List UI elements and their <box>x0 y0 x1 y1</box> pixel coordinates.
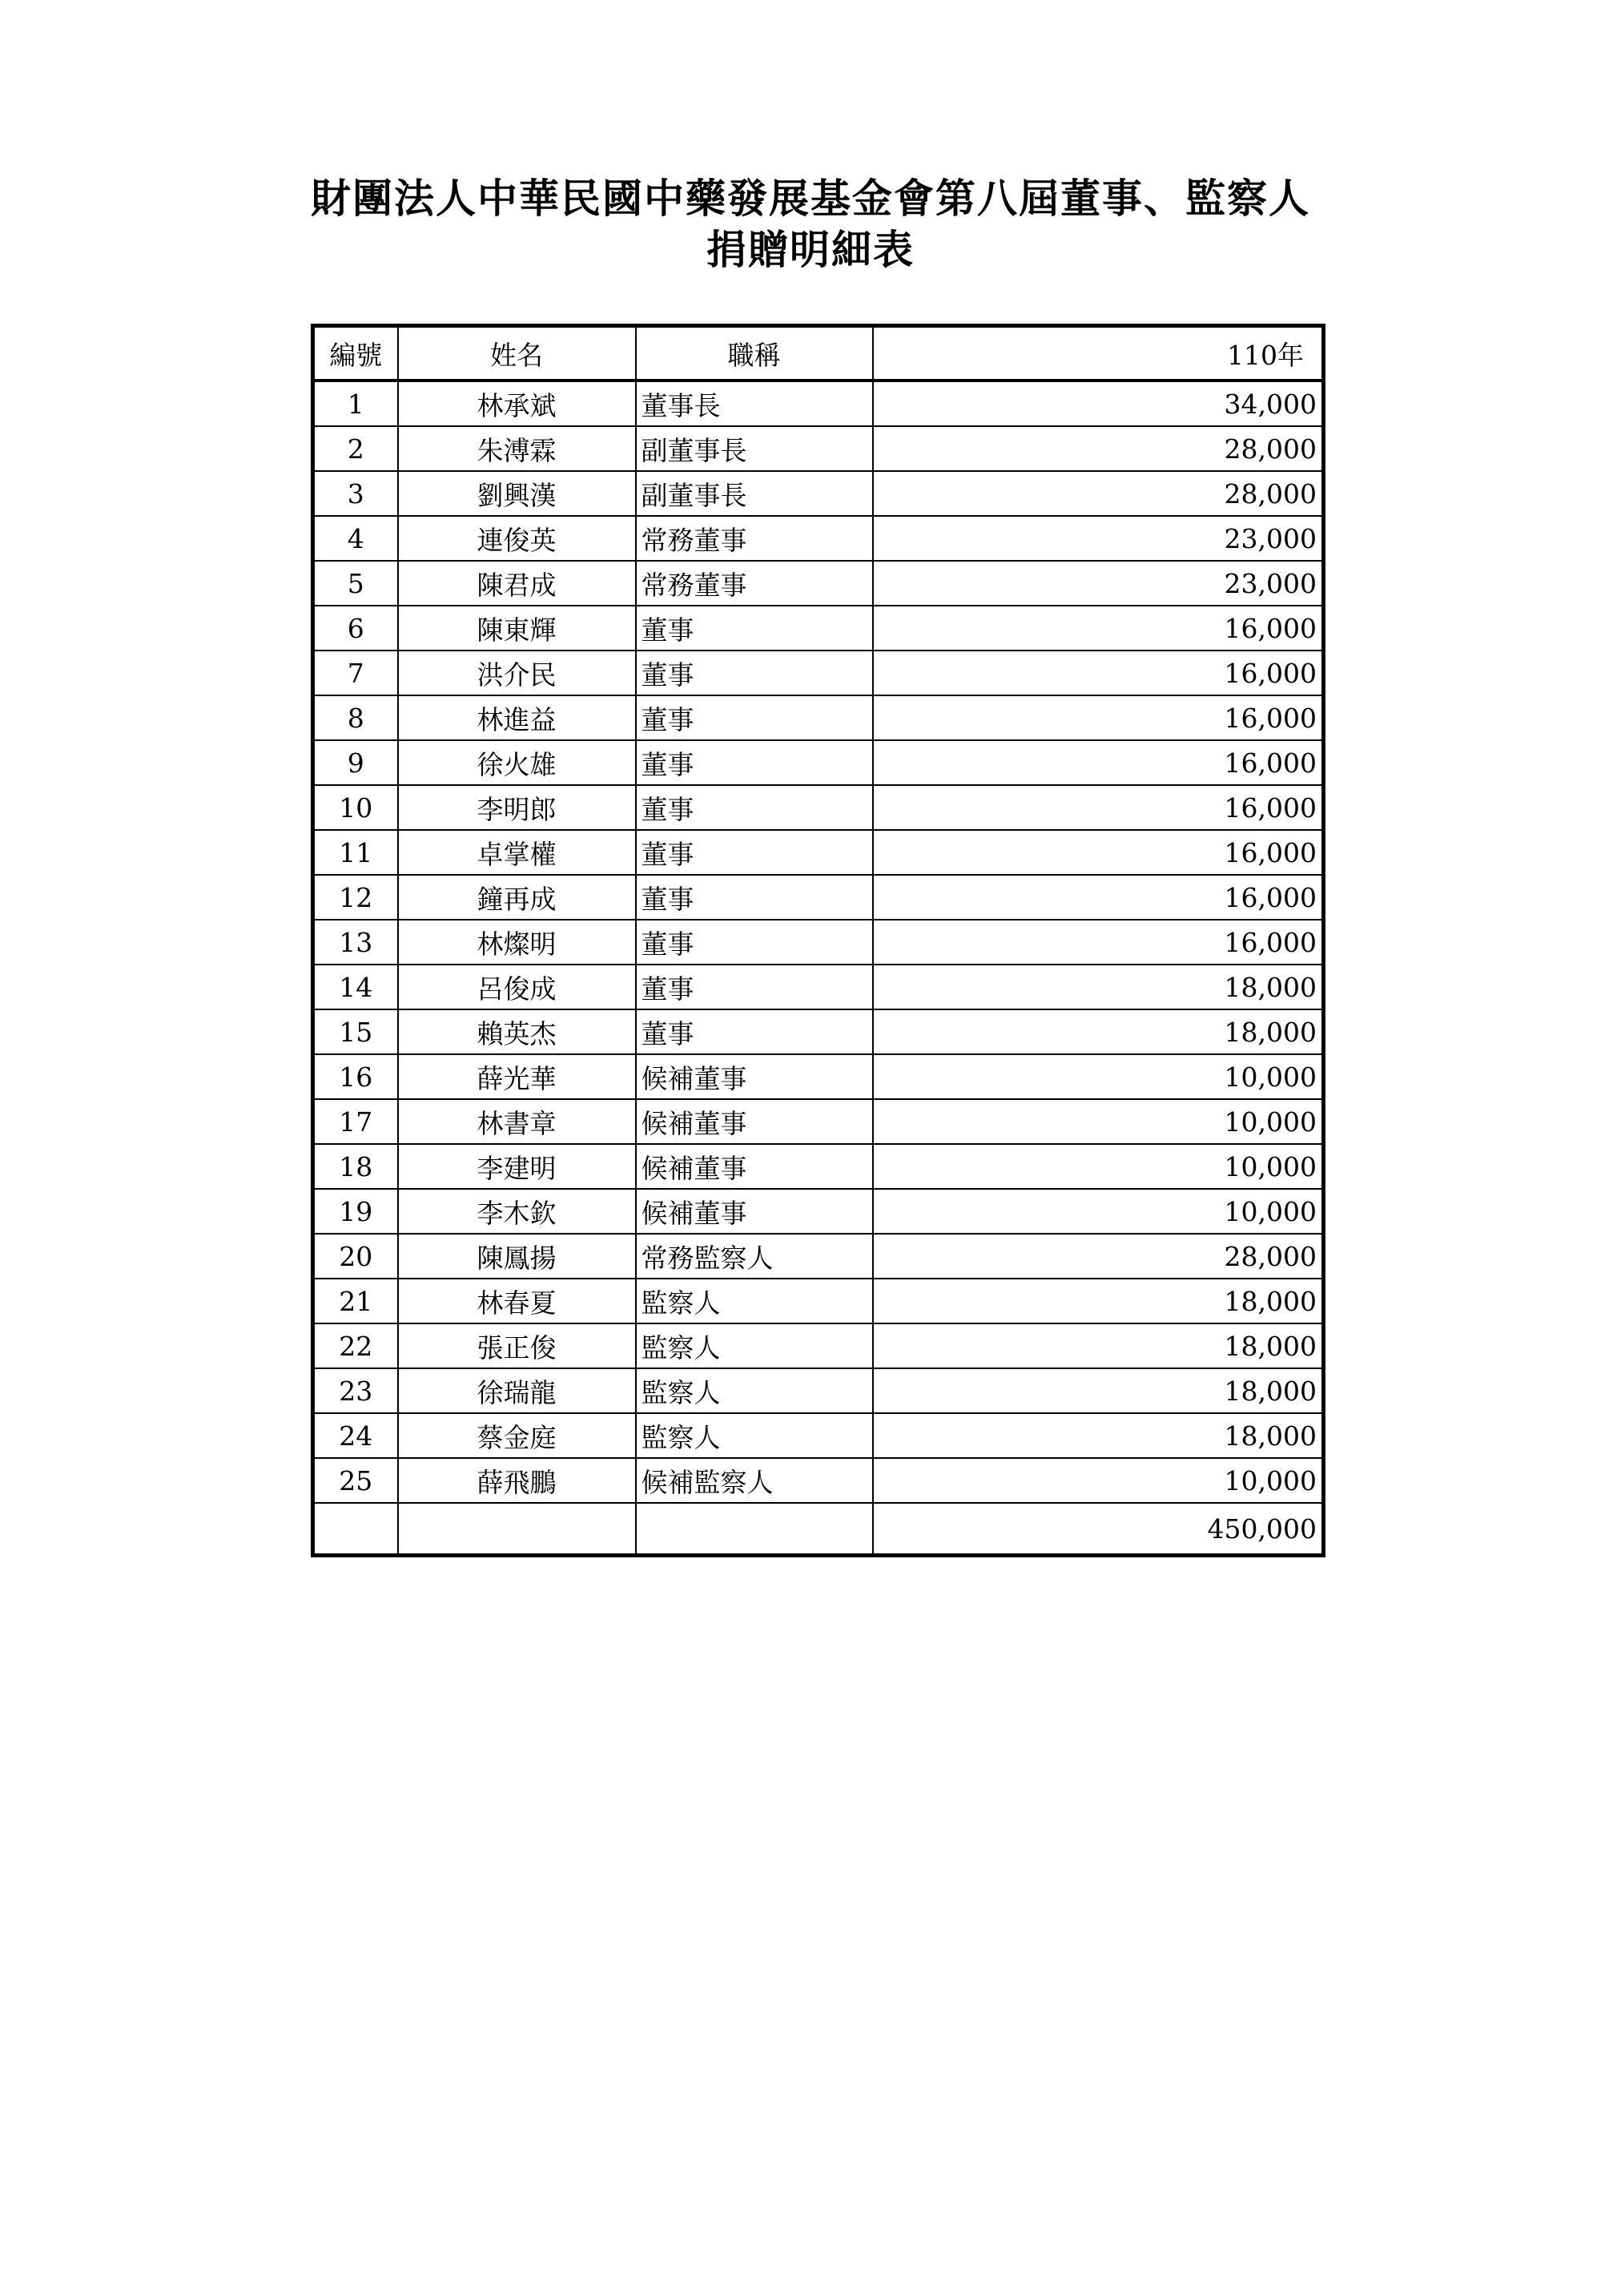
cell-amount: 10,000 <box>873 1054 1324 1099</box>
table-row <box>313 785 1324 830</box>
cell-number: 5 <box>313 561 398 606</box>
cell-role: 董事 <box>636 875 873 920</box>
cell-name: 徐火雄 <box>398 740 636 785</box>
cell-amount: 18,000 <box>873 1368 1324 1413</box>
cell-empty <box>313 1503 398 1556</box>
cell-amount: 10,000 <box>873 1144 1324 1189</box>
cell-number: 3 <box>313 471 398 516</box>
table-row <box>313 426 1324 471</box>
cell-number: 23 <box>313 1368 398 1413</box>
cell-number: 21 <box>313 1279 398 1323</box>
table-row <box>313 516 1324 561</box>
cell-amount: 28,000 <box>873 426 1324 471</box>
cell-role: 副董事長 <box>636 426 873 471</box>
table-row <box>313 1189 1324 1234</box>
cell-number: 8 <box>313 695 398 740</box>
header-amount: 110年 <box>873 326 1324 381</box>
cell-amount: 28,000 <box>873 1234 1324 1279</box>
table-row <box>313 1099 1324 1144</box>
cell-amount: 16,000 <box>873 740 1324 785</box>
cell-role: 常務董事 <box>636 561 873 606</box>
header-name: 姓名 <box>398 326 636 381</box>
cell-amount: 23,000 <box>873 561 1324 606</box>
cell-number: 25 <box>313 1458 398 1503</box>
cell-amount: 16,000 <box>873 606 1324 651</box>
header-role: 職稱 <box>636 326 873 381</box>
cell-amount: 34,000 <box>873 381 1324 426</box>
cell-number: 20 <box>313 1234 398 1279</box>
cell-amount: 18,000 <box>873 1009 1324 1054</box>
cell-role: 董事 <box>636 695 873 740</box>
cell-amount: 16,000 <box>873 875 1324 920</box>
cell-name: 洪介民 <box>398 651 636 695</box>
cell-number: 24 <box>313 1413 398 1458</box>
cell-role: 監察人 <box>636 1368 873 1413</box>
cell-role: 候補董事 <box>636 1099 873 1144</box>
cell-name: 林書章 <box>398 1099 636 1144</box>
cell-amount: 18,000 <box>873 1323 1324 1368</box>
cell-amount: 10,000 <box>873 1099 1324 1144</box>
cell-number: 16 <box>313 1054 398 1099</box>
cell-role: 候補董事 <box>636 1189 873 1234</box>
cell-number: 12 <box>313 875 398 920</box>
cell-name: 李木欽 <box>398 1189 636 1234</box>
cell-empty <box>636 1503 873 1556</box>
cell-name: 蔡金庭 <box>398 1413 636 1458</box>
table-row <box>313 1323 1324 1368</box>
page-subtitle: 捐贈明細表 <box>706 227 915 273</box>
cell-amount: 16,000 <box>873 695 1324 740</box>
cell-role: 董事長 <box>636 381 873 426</box>
cell-role: 候補監察人 <box>636 1458 873 1503</box>
cell-number: 18 <box>313 1144 398 1189</box>
cell-role: 副董事長 <box>636 471 873 516</box>
cell-number: 17 <box>313 1099 398 1144</box>
cell-name: 林燦明 <box>398 920 636 965</box>
cell-number: 13 <box>313 920 398 965</box>
header-number: 編號 <box>313 326 398 381</box>
cell-name: 陳鳳揚 <box>398 1234 636 1279</box>
donation-table <box>311 324 1325 1557</box>
cell-role: 監察人 <box>636 1279 873 1323</box>
cell-role: 董事 <box>636 965 873 1009</box>
cell-amount: 18,000 <box>873 965 1324 1009</box>
cell-name: 林春夏 <box>398 1279 636 1323</box>
table-row <box>313 1009 1324 1054</box>
cell-role: 董事 <box>636 740 873 785</box>
cell-amount: 28,000 <box>873 471 1324 516</box>
cell-name: 李明郎 <box>398 785 636 830</box>
cell-name: 劉興漢 <box>398 471 636 516</box>
table-row <box>313 1458 1324 1503</box>
cell-role: 董事 <box>636 651 873 695</box>
cell-amount: 10,000 <box>873 1189 1324 1234</box>
cell-amount: 18,000 <box>873 1279 1324 1323</box>
cell-name: 陳君成 <box>398 561 636 606</box>
cell-name: 陳東輝 <box>398 606 636 651</box>
cell-name: 鐘再成 <box>398 875 636 920</box>
cell-name: 朱溥霖 <box>398 426 636 471</box>
table-row <box>313 965 1324 1009</box>
cell-role: 常務監察人 <box>636 1234 873 1279</box>
cell-number: 6 <box>313 606 398 651</box>
cell-role: 候補董事 <box>636 1144 873 1189</box>
cell-role: 董事 <box>636 1009 873 1054</box>
cell-name: 薛飛鵬 <box>398 1458 636 1503</box>
table-row <box>313 1234 1324 1279</box>
cell-number: 10 <box>313 785 398 830</box>
cell-amount: 23,000 <box>873 516 1324 561</box>
cell-number: 15 <box>313 1009 398 1054</box>
cell-role: 董事 <box>636 785 873 830</box>
table-row <box>313 830 1324 875</box>
table-row <box>313 875 1324 920</box>
table-body <box>313 381 1324 1556</box>
cell-number: 2 <box>313 426 398 471</box>
cell-role: 常務董事 <box>636 516 873 561</box>
cell-number: 7 <box>313 651 398 695</box>
table-row <box>313 740 1324 785</box>
table-row <box>313 651 1324 695</box>
table-row <box>313 381 1324 426</box>
table-row <box>313 1413 1324 1458</box>
table-row <box>313 1279 1324 1323</box>
cell-name: 薛光華 <box>398 1054 636 1099</box>
cell-name: 賴英杰 <box>398 1009 636 1054</box>
cell-total-amount: 450,000 <box>873 1503 1324 1556</box>
cell-amount: 16,000 <box>873 651 1324 695</box>
cell-number: 19 <box>313 1189 398 1234</box>
cell-name: 林承斌 <box>398 381 636 426</box>
cell-number: 14 <box>313 965 398 1009</box>
cell-role: 候補董事 <box>636 1054 873 1099</box>
cell-amount: 10,000 <box>873 1458 1324 1503</box>
cell-empty <box>398 1503 636 1556</box>
cell-number: 11 <box>313 830 398 875</box>
cell-name: 張正俊 <box>398 1323 636 1368</box>
page-title: 財團法人中華民國中藥發展基金會第八屆董事、監察人 <box>311 175 1310 222</box>
table-header-row <box>313 326 1324 381</box>
table-row <box>313 695 1324 740</box>
table-row <box>313 1368 1324 1413</box>
cell-amount: 16,000 <box>873 920 1324 965</box>
cell-name: 徐瑞龍 <box>398 1368 636 1413</box>
cell-role: 監察人 <box>636 1323 873 1368</box>
cell-number: 4 <box>313 516 398 561</box>
cell-amount: 16,000 <box>873 785 1324 830</box>
cell-name: 呂俊成 <box>398 965 636 1009</box>
table-row <box>313 561 1324 606</box>
cell-amount: 18,000 <box>873 1413 1324 1458</box>
cell-role: 董事 <box>636 920 873 965</box>
table-row <box>313 1054 1324 1099</box>
cell-role: 董事 <box>636 606 873 651</box>
cell-number: 22 <box>313 1323 398 1368</box>
table-row <box>313 471 1324 516</box>
cell-role: 董事 <box>636 830 873 875</box>
cell-name: 連俊英 <box>398 516 636 561</box>
table-row <box>313 920 1324 965</box>
cell-amount: 16,000 <box>873 830 1324 875</box>
cell-number: 9 <box>313 740 398 785</box>
cell-role: 監察人 <box>636 1413 873 1458</box>
table-row <box>313 606 1324 651</box>
cell-name: 林進益 <box>398 695 636 740</box>
table-total-row <box>313 1503 1324 1556</box>
table-row <box>313 1144 1324 1189</box>
cell-name: 李建明 <box>398 1144 636 1189</box>
cell-number: 1 <box>313 381 398 426</box>
cell-name: 卓掌權 <box>398 830 636 875</box>
